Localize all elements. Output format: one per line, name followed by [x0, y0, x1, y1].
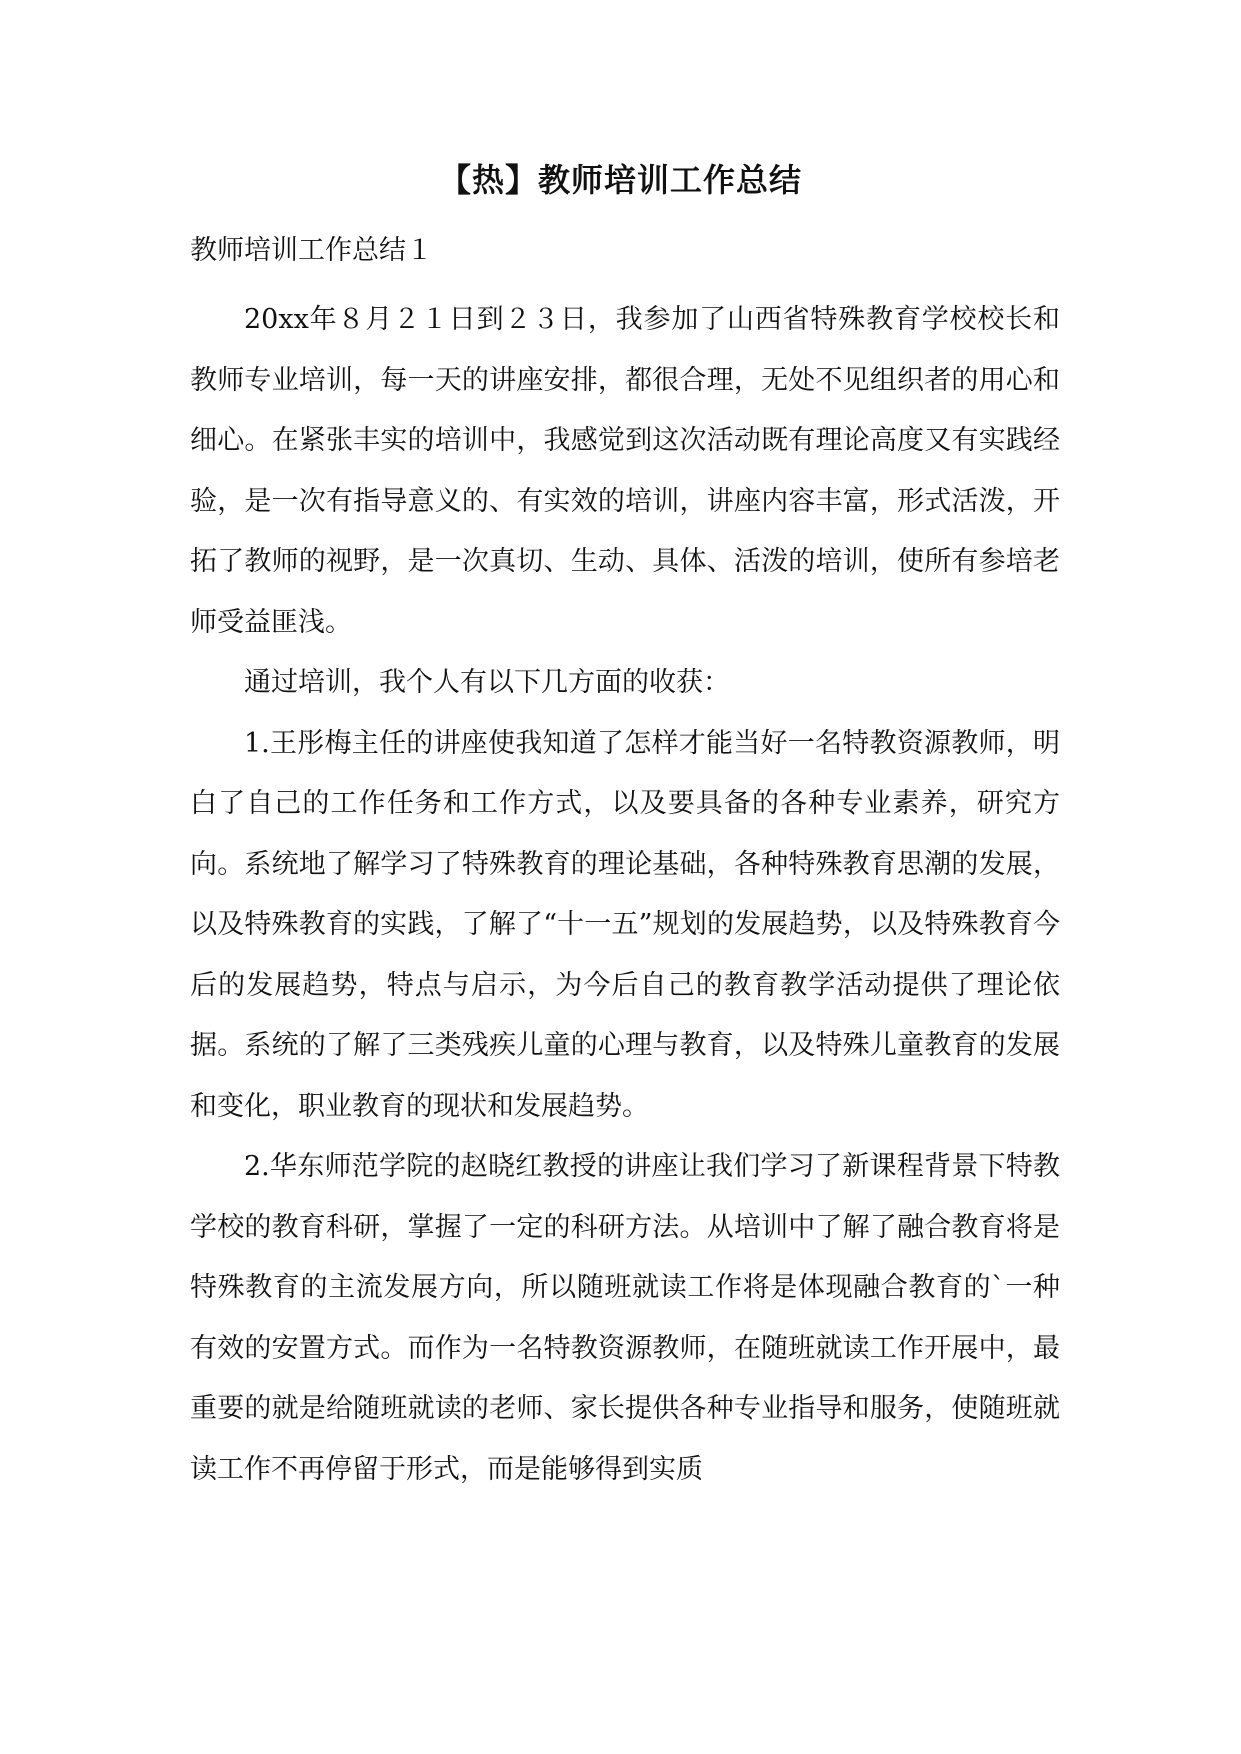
section-heading: 教师培训工作总结１ [190, 235, 433, 266]
document-body [190, 290, 1060, 1500]
paragraph-point-2: 2.华东师范学院的赵晓红教授的讲座让我们学习了新课程背景下特教学校的教育科研，掌握了一定的科研方法。从培训中了解了融合教育将是特殊教育的主流发展方向，所以随班就读工作将是体现融合教育的`一种有效的安置方式。而作为一名特教资源教师，在随班就读工作开展中，最重要的就是给随班就读的老师、家长提供各种专业指导和服务，使随班就读工作不再停留于形式，而是能够得到实质 [190, 1151, 1060, 1485]
paragraph-intro: 20xx年８月２１日到２３日，我参加了山西省特殊教育学校校长和教师专业培训，每一天的讲座安排，都很合理，无处不见组织者的用心和细心。在紧张丰实的培训中，我感觉到这次活动既有理论高度又有实践经验，是一次有指导意义的、有实效的培训，讲座内容丰富，形式活泼，开拓了教师的视野，是一次真切、生动、具体、活泼的培训，使所有参培老师受益匪浅。 [190, 304, 1060, 638]
document-title: 【热】教师培训工作总结 [438, 161, 802, 199]
paragraph-point-1: 1.王彤梅主任的讲座使我知道了怎样才能当好一名特教资源教师，明白了自己的工作任务和工作方式，以及要具备的各种专业素养，研究方向。系统地了解学习了特殊教育的理论基础，各种特殊教育思潮的发展，以及特殊教育的实践，了解了“十一五”规划的发展趋势，以及特殊教育今后的发展趋势，特点与启示，为今后自己的教育教学活动提供了理论依据。系统的了解了三类残疾儿童的心理与教育，以及特殊儿童教育的发展和变化，职业教育的现状和发展趋势。 [190, 727, 1060, 1122]
paragraph-gains-lead: 通过培训，我个人有以下几方面的收获： [244, 667, 730, 698]
